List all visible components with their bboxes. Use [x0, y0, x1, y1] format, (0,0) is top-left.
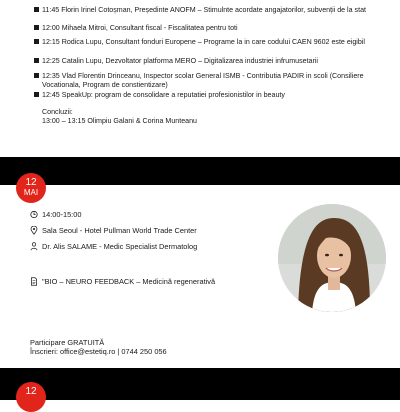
bullet-icon — [34, 58, 39, 63]
person-icon — [30, 242, 38, 251]
closing-remarks — [42, 108, 197, 125]
closing-label: Concluzii: — [42, 108, 73, 116]
date-day: 12 — [25, 177, 37, 188]
event-topic-row — [30, 277, 215, 286]
section-band — [0, 368, 400, 400]
event-time-row — [30, 210, 81, 219]
date-month: MAI — [23, 188, 39, 197]
closing-text: 13:00 – 13:15 Olimpiu Galani & Corina Munteanu — [42, 116, 197, 125]
agenda-item — [34, 6, 394, 15]
speaker-photo — [278, 204, 386, 312]
speaker-portrait — [278, 204, 386, 312]
agenda-item-text: 12:15 Rodica Lupu, Consultant fonduri Europene – Programe la in care codului CAEN 9602 este eigibil — [42, 38, 365, 46]
event-time: 14:00-15:00 — [42, 210, 82, 219]
agenda-item — [34, 57, 394, 66]
date-day: 12 — [25, 386, 37, 397]
agenda-item — [34, 24, 394, 33]
bullet-icon — [34, 92, 39, 97]
location-pin-icon — [30, 226, 38, 235]
signup-contact: Înscrieri: office@estetiq.ro | 0744 250 056 — [30, 347, 167, 356]
event-speaker-row — [30, 242, 197, 251]
agenda-item-text: 12:25 Catalin Lupu, Dezvoltator platforma MERO – Digitalizarea industriei infrumusetarii — [42, 57, 318, 65]
agenda-item-text: 11:45 Florin Irinel Cotoșman, Președinte ANOFM – Stimulnte acordate angajatorilor, subvenții de la stat — [42, 6, 366, 14]
agenda-item-text: 12:35 Vlad Florentin Drinceanu, Inspector scolar General ISMB - Contributia PADIR in scoli (Consiliere Vocationala, Program de constientizare) — [42, 72, 364, 89]
event-venue: Sala Seoul - Hotel Pullman World Trade Center — [42, 226, 197, 235]
bullet-icon — [34, 39, 39, 44]
agenda-item-text: 12:45 SpeakUp: program de consolidare a reputatiei profesionistilor in beauty — [42, 91, 285, 99]
bullet-icon — [34, 25, 39, 30]
document-icon — [30, 277, 38, 286]
bullet-icon — [34, 73, 39, 78]
event-topic: "BIO – NEURO FEEDBACK – Medicină regenerativă — [42, 277, 216, 286]
registration-info — [30, 338, 167, 356]
agenda-item — [34, 38, 394, 47]
agenda-item — [34, 72, 394, 89]
date-badge — [16, 382, 46, 412]
participation-note: Participare GRATUITĂ — [30, 338, 105, 347]
date-badge — [16, 173, 46, 203]
bullet-icon — [34, 7, 39, 12]
agenda-item — [34, 91, 394, 100]
event-venue-row — [30, 226, 197, 235]
section-band — [0, 157, 400, 185]
clock-icon — [30, 210, 38, 219]
agenda-item-text: 12:00 Mihaela Mitroi, Consultant fiscal - Fiscalitatea pentru toti — [42, 24, 238, 32]
event-speaker: Dr. Alis SALAME - Medic Specialist Dermatolog — [42, 242, 198, 251]
